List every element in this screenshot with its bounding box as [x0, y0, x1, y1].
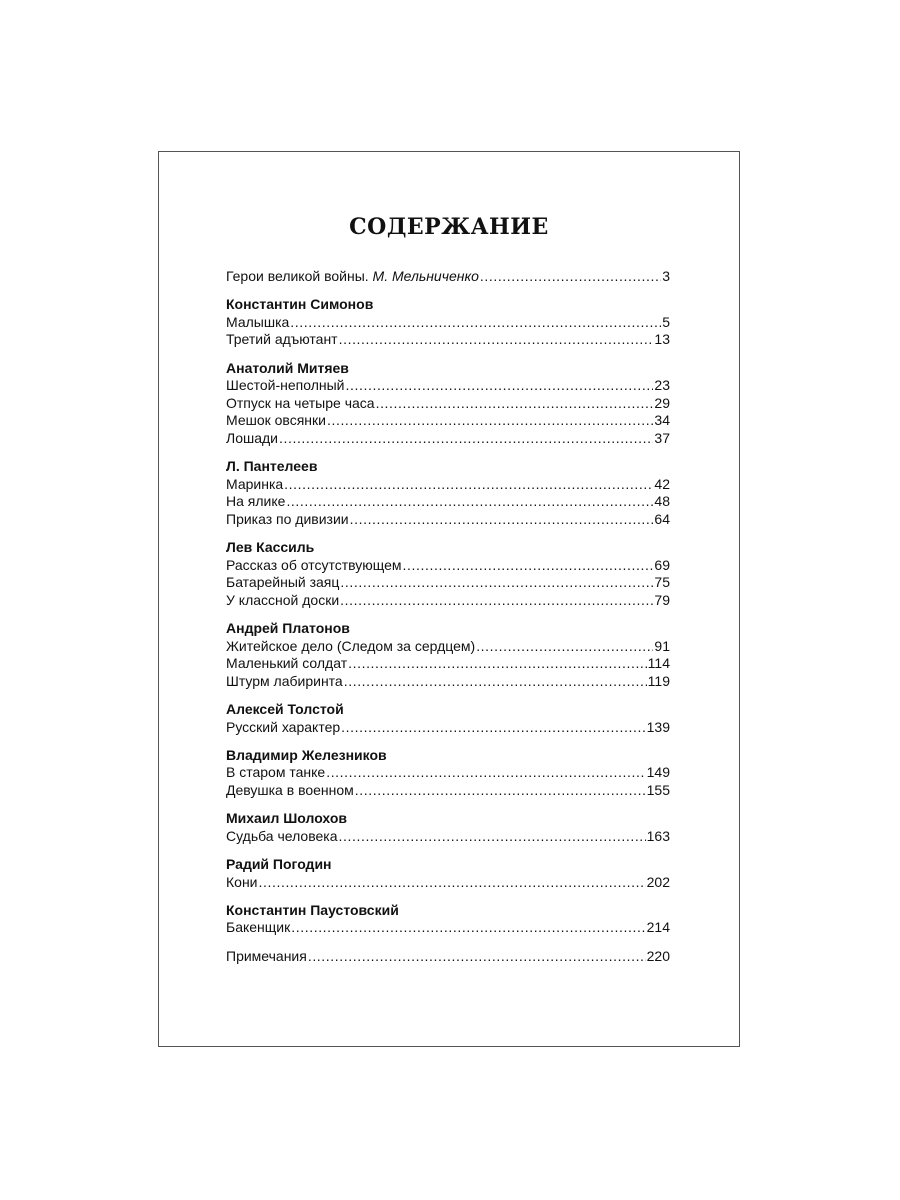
dot-leader [259, 874, 646, 892]
entry-title: На ялике [226, 493, 286, 510]
toc-entry[interactable] [226, 919, 670, 937]
entry-title: Маленький солдат [226, 655, 348, 672]
entry-title: Мешок овсянки [226, 412, 326, 429]
entry-page: 155 [646, 782, 670, 798]
dot-leader [480, 268, 661, 286]
dot-leader [403, 557, 654, 575]
dot-leader [340, 592, 653, 610]
author-sections [226, 296, 670, 937]
dot-leader [327, 412, 653, 430]
toc-entry[interactable] [226, 874, 670, 892]
dot-leader [476, 638, 653, 656]
entry-page: 75 [654, 574, 670, 591]
toc-entry[interactable] [226, 430, 670, 448]
author-heading: Лев Кассиль [226, 539, 315, 556]
toc-entry[interactable] [226, 764, 670, 782]
dot-leader [339, 828, 646, 846]
toc-entry-notes[interactable] [226, 948, 670, 966]
entry-title: Кони [226, 873, 258, 890]
dot-leader [308, 948, 646, 966]
toc-entry[interactable] [226, 493, 670, 511]
entry-title: Третий адъютант [226, 331, 338, 348]
entry-page: 48 [654, 493, 670, 510]
dot-leader [290, 314, 661, 332]
entry-page: 163 [646, 827, 670, 844]
toc-entry[interactable] [226, 314, 670, 332]
entry-title: Примечания [226, 947, 307, 964]
dot-leader [279, 430, 653, 448]
dot-leader [286, 493, 653, 511]
toc-entry[interactable] [226, 511, 670, 529]
dot-leader [355, 782, 646, 800]
toc-entry[interactable] [226, 557, 670, 575]
author-heading: Андрей Платонов [226, 620, 350, 637]
entry-title: Рассказ об отсутствующем [226, 556, 402, 573]
entry-page: 13 [654, 331, 670, 348]
entry-page: 119 [647, 672, 670, 689]
dot-leader [339, 331, 654, 349]
entry-page: 3 [662, 268, 670, 284]
author-heading: Радий Погодин [226, 855, 332, 872]
author-heading: Л. Пантелеев [226, 458, 318, 475]
entry-page: 42 [654, 475, 670, 492]
dot-leader [341, 719, 645, 737]
entry-title: Батарейный заяц [226, 574, 340, 591]
entry-page: 91 [654, 637, 670, 654]
toc-entry[interactable] [226, 476, 670, 494]
entry-title: Русский характер [226, 718, 341, 735]
entry-title: В старом танке [226, 764, 326, 781]
toc-entry[interactable] [226, 574, 670, 592]
author-heading: Алексей Толстой [226, 701, 344, 718]
entry-title: Девушка в военном [226, 782, 354, 798]
toc-entry[interactable] [226, 395, 670, 413]
dot-leader [340, 574, 653, 592]
dot-leader [344, 673, 647, 691]
entry-page: 5 [662, 313, 670, 330]
entry-page: 79 [654, 591, 670, 608]
entry-page: 69 [654, 556, 670, 573]
table-of-contents [226, 268, 670, 965]
toc-entry[interactable] [226, 719, 670, 737]
author-heading: Михаил Шолохов [226, 810, 348, 827]
dot-leader [350, 511, 654, 529]
dot-leader [346, 377, 654, 395]
entry-title: Бакенщик [226, 919, 291, 936]
toc-entry[interactable] [226, 592, 670, 610]
entry-title: Шестой-неполный [226, 377, 345, 394]
author-heading: Константин Симонов [226, 296, 374, 313]
toc-entry[interactable] [226, 412, 670, 430]
book-page [158, 151, 740, 1047]
entry-title: Герои великой войны. М. Мельниченко [226, 268, 479, 284]
toc-entry[interactable] [226, 782, 670, 800]
entry-title: Житейское дело (Следом за сердцем) [226, 637, 476, 654]
entry-title: Маринка [226, 475, 284, 492]
dot-leader [291, 919, 645, 937]
dot-leader [376, 395, 654, 413]
toc-entry[interactable] [226, 673, 670, 691]
author-heading: Константин Паустовский [226, 901, 399, 918]
author-heading: Анатолий Митяев [226, 359, 349, 376]
dot-leader [284, 476, 653, 494]
entry-title: Лошади [226, 429, 278, 446]
toc-entry[interactable] [226, 638, 670, 656]
toc-entry[interactable] [226, 655, 670, 673]
entry-page: 114 [647, 655, 670, 672]
dot-leader [348, 655, 647, 673]
entry-page: 29 [654, 394, 670, 411]
entry-title: Штурм лабиринта [226, 672, 343, 689]
toc-entry[interactable] [226, 828, 670, 846]
dot-leader [326, 764, 645, 782]
entry-page: 139 [646, 718, 670, 735]
entry-page: 37 [654, 429, 670, 446]
entry-page: 214 [646, 919, 670, 936]
entry-page: 64 [654, 510, 670, 527]
entry-title: Малышка [226, 313, 290, 330]
entry-page: 220 [646, 947, 670, 964]
toc-entry-intro[interactable] [226, 268, 670, 286]
entry-page: 202 [646, 873, 670, 890]
entry-title: У классной доски [226, 591, 340, 608]
entry-page: 23 [654, 377, 670, 394]
entry-title: Отпуск на четыре часа [226, 394, 375, 411]
entry-page: 149 [646, 764, 670, 781]
toc-entry[interactable] [226, 377, 670, 395]
entry-title: Судьба человека [226, 827, 338, 844]
toc-entry[interactable] [226, 331, 670, 349]
entry-title: Приказ по дивизии [226, 510, 349, 527]
author-heading: Владимир Железников [226, 746, 387, 763]
entry-page: 34 [654, 412, 670, 429]
page-title: СОДЕРЖАНИЕ [349, 214, 549, 240]
